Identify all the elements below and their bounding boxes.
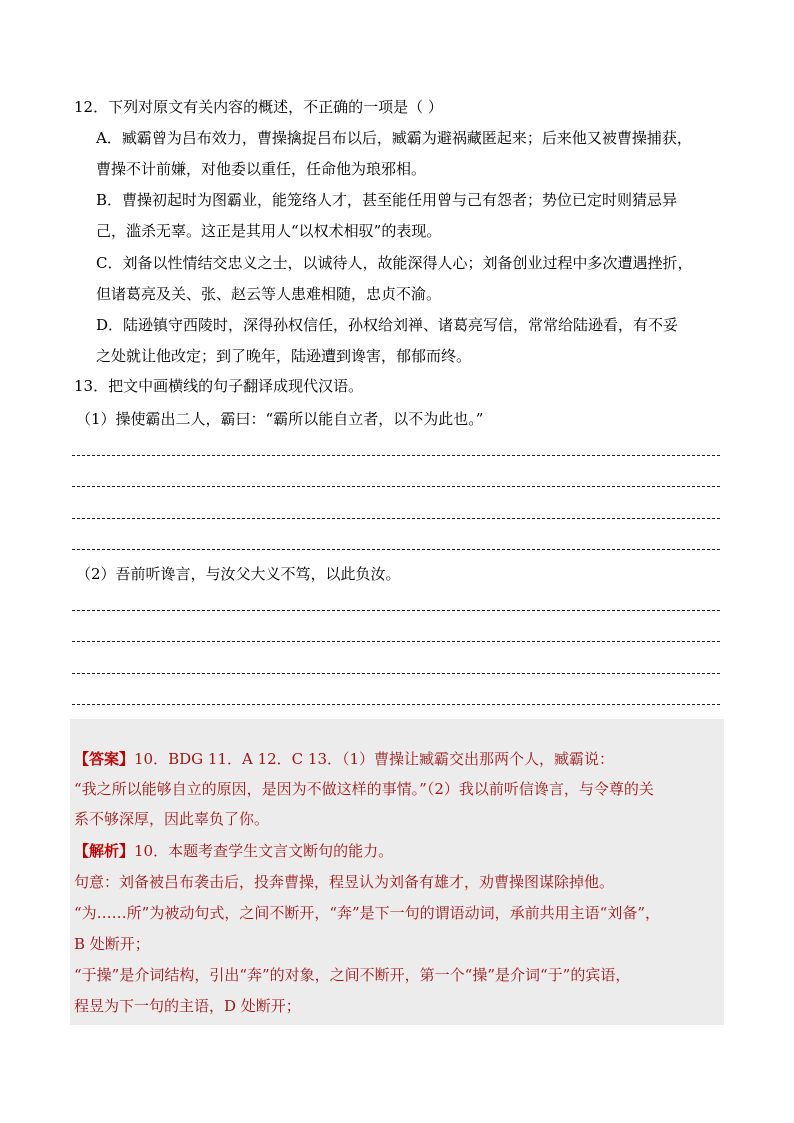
answer-line <box>72 673 720 674</box>
question-12-stem: 12．下列对原文有关内容的概述，不正确的一项是（ ） <box>74 98 443 116</box>
answer-text-3: 系不够深厚，因此辜负了你。 <box>74 810 270 828</box>
answer-line <box>72 455 720 456</box>
question-12-option-b: B．曹操初起时为图霸业，能笼络人才，甚至能任用曾与己有怨者；势位已定时则猜忌异 <box>96 191 678 209</box>
question-13-sub-2: （2）吾前听谗言，与汝父大义不笃，以此负汝。 <box>76 565 401 583</box>
analysis-text-2: 句意：刘备被吕布袭击后，投奔曹操，程昱认为刘备有雄才，劝曹操图谋除掉他。 <box>74 873 615 891</box>
answer-line <box>72 486 720 487</box>
question-12-option-d-cont: 之处就让他改定；到了晚年，陆逊遭到谗害，郁郁而终。 <box>96 347 472 365</box>
answer-tag: 【答案】 <box>74 750 135 768</box>
answer-line <box>72 549 720 550</box>
question-13-sub-1: （1）操使霸出二人，霸曰：“霸所以能自立者，以不为此也。” <box>76 410 484 428</box>
answer-line <box>72 704 720 705</box>
answer-text-1: 10．BDG 11．A 12．C 13．（1）曹操让臧霸交出那两个人，臧霸说： <box>134 750 615 768</box>
analysis-text-4: B 处断开； <box>74 935 150 953</box>
analysis-tag: 【解析】 <box>74 842 135 860</box>
question-12-option-d: D．陆逊镇守西陵时，深得孙权信任，孙权给刘禅、诸葛亮写信，常常给陆逊看，有不妥 <box>96 316 679 334</box>
answer-line <box>72 610 720 611</box>
question-12-option-c: C．刘备以性情结交忠义之士，以诚待人，故能深得人心；刘备创业过程中多次遭遇挫折， <box>96 254 693 272</box>
question-13-stem: 13．把文中画横线的句子翻译成现代汉语。 <box>74 377 364 395</box>
analysis-text-6: 程昱为下一句的主语，D 处断开； <box>74 997 301 1015</box>
analysis-line-1 <box>74 841 393 861</box>
question-12-option-a: A．臧霸曾为吕布效力，曹操擒捉吕布以后，臧霸为避祸藏匿起来；后来他又被曹操捕获， <box>96 129 692 147</box>
question-12-option-c-cont: 但诸葛亮及关、张、赵云等人患难相随，忠贞不渝。 <box>96 285 442 303</box>
answer-line-1 <box>74 749 614 769</box>
question-12-option-b-cont: 己，滥杀无辜。这正是其用人“以权术相驭”的表现。 <box>96 222 442 240</box>
answer-text-2: “我之所以能够自立的原因，是因为不做这样的事情。”（2）我以前听信谗言，与令尊的关 <box>74 780 654 798</box>
answer-line <box>72 641 720 642</box>
answer-line <box>72 518 720 519</box>
analysis-text-3: “为……所”为被动句式，之间不断开，“奔”是下一句的谓语动词，承前共用主语“刘备”， <box>74 904 661 922</box>
question-12-option-a-cont: 曹操不计前嫌，对他委以重任，任命他为琅邪相。 <box>96 160 427 178</box>
analysis-text-5: “于操”是介词结构，引出“奔”的对象，之间不断开，第一个“操”是介词“于”的宾语， <box>74 966 631 984</box>
analysis-text-1: 10．本题考查学生文言文断句的能力。 <box>134 842 394 860</box>
